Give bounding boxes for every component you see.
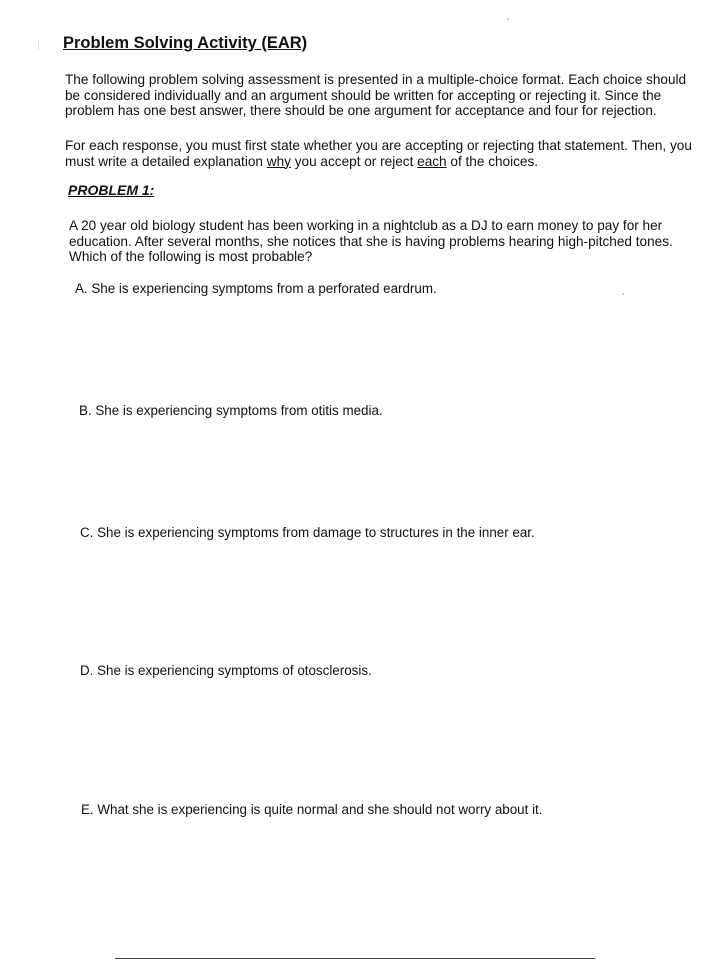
instructions-text-1: For each response, you must first state whether you are accepting or rejecting that statement. Then, you must write a detailed explanation xyxy=(65,138,692,169)
emphasis-why: why xyxy=(266,153,291,169)
choice-e: E. What she is experiencing is quite normal and she should not worry about it. xyxy=(81,802,543,817)
choice-c: C. She is experiencing symptoms from damage to structures in the inner ear. xyxy=(80,525,535,540)
question-text: A 20 year old biology student has been working in a nightclub as a DJ to earn money to pay for her education. After several months, she notices that she is having problems hearing high-pitched tones. Which of the following is most probable? xyxy=(69,218,673,264)
emphasis-each: each xyxy=(417,153,447,169)
choice-d: D. She is experiencing symptoms of otosclerosis. xyxy=(80,663,372,678)
page-title: Problem Solving Activity (EAR) xyxy=(63,34,308,52)
scan-speck xyxy=(622,293,624,295)
instructions-text-2: you accept or reject xyxy=(290,153,418,169)
bottom-rule xyxy=(115,958,595,959)
instructions-paragraph xyxy=(65,138,700,169)
instructions-text-3: of the choices. xyxy=(446,153,539,169)
problem-label: PROBLEM 1: xyxy=(68,182,155,198)
choice-b: B. She is experiencing symptoms from otitis media. xyxy=(79,403,383,418)
scan-speck xyxy=(507,18,509,20)
intro-paragraph: The following problem solving assessment is presented in a multiple-choice format. Each choice should be considered individually and an argument should be written for accepting or rejecting it. Since the problem has one best answer, there should be one argument for acceptance and four for rejection. xyxy=(65,72,687,118)
scan-speck xyxy=(38,40,39,50)
choice-a: A. She is experiencing symptoms from a perforated eardrum. xyxy=(75,281,437,296)
